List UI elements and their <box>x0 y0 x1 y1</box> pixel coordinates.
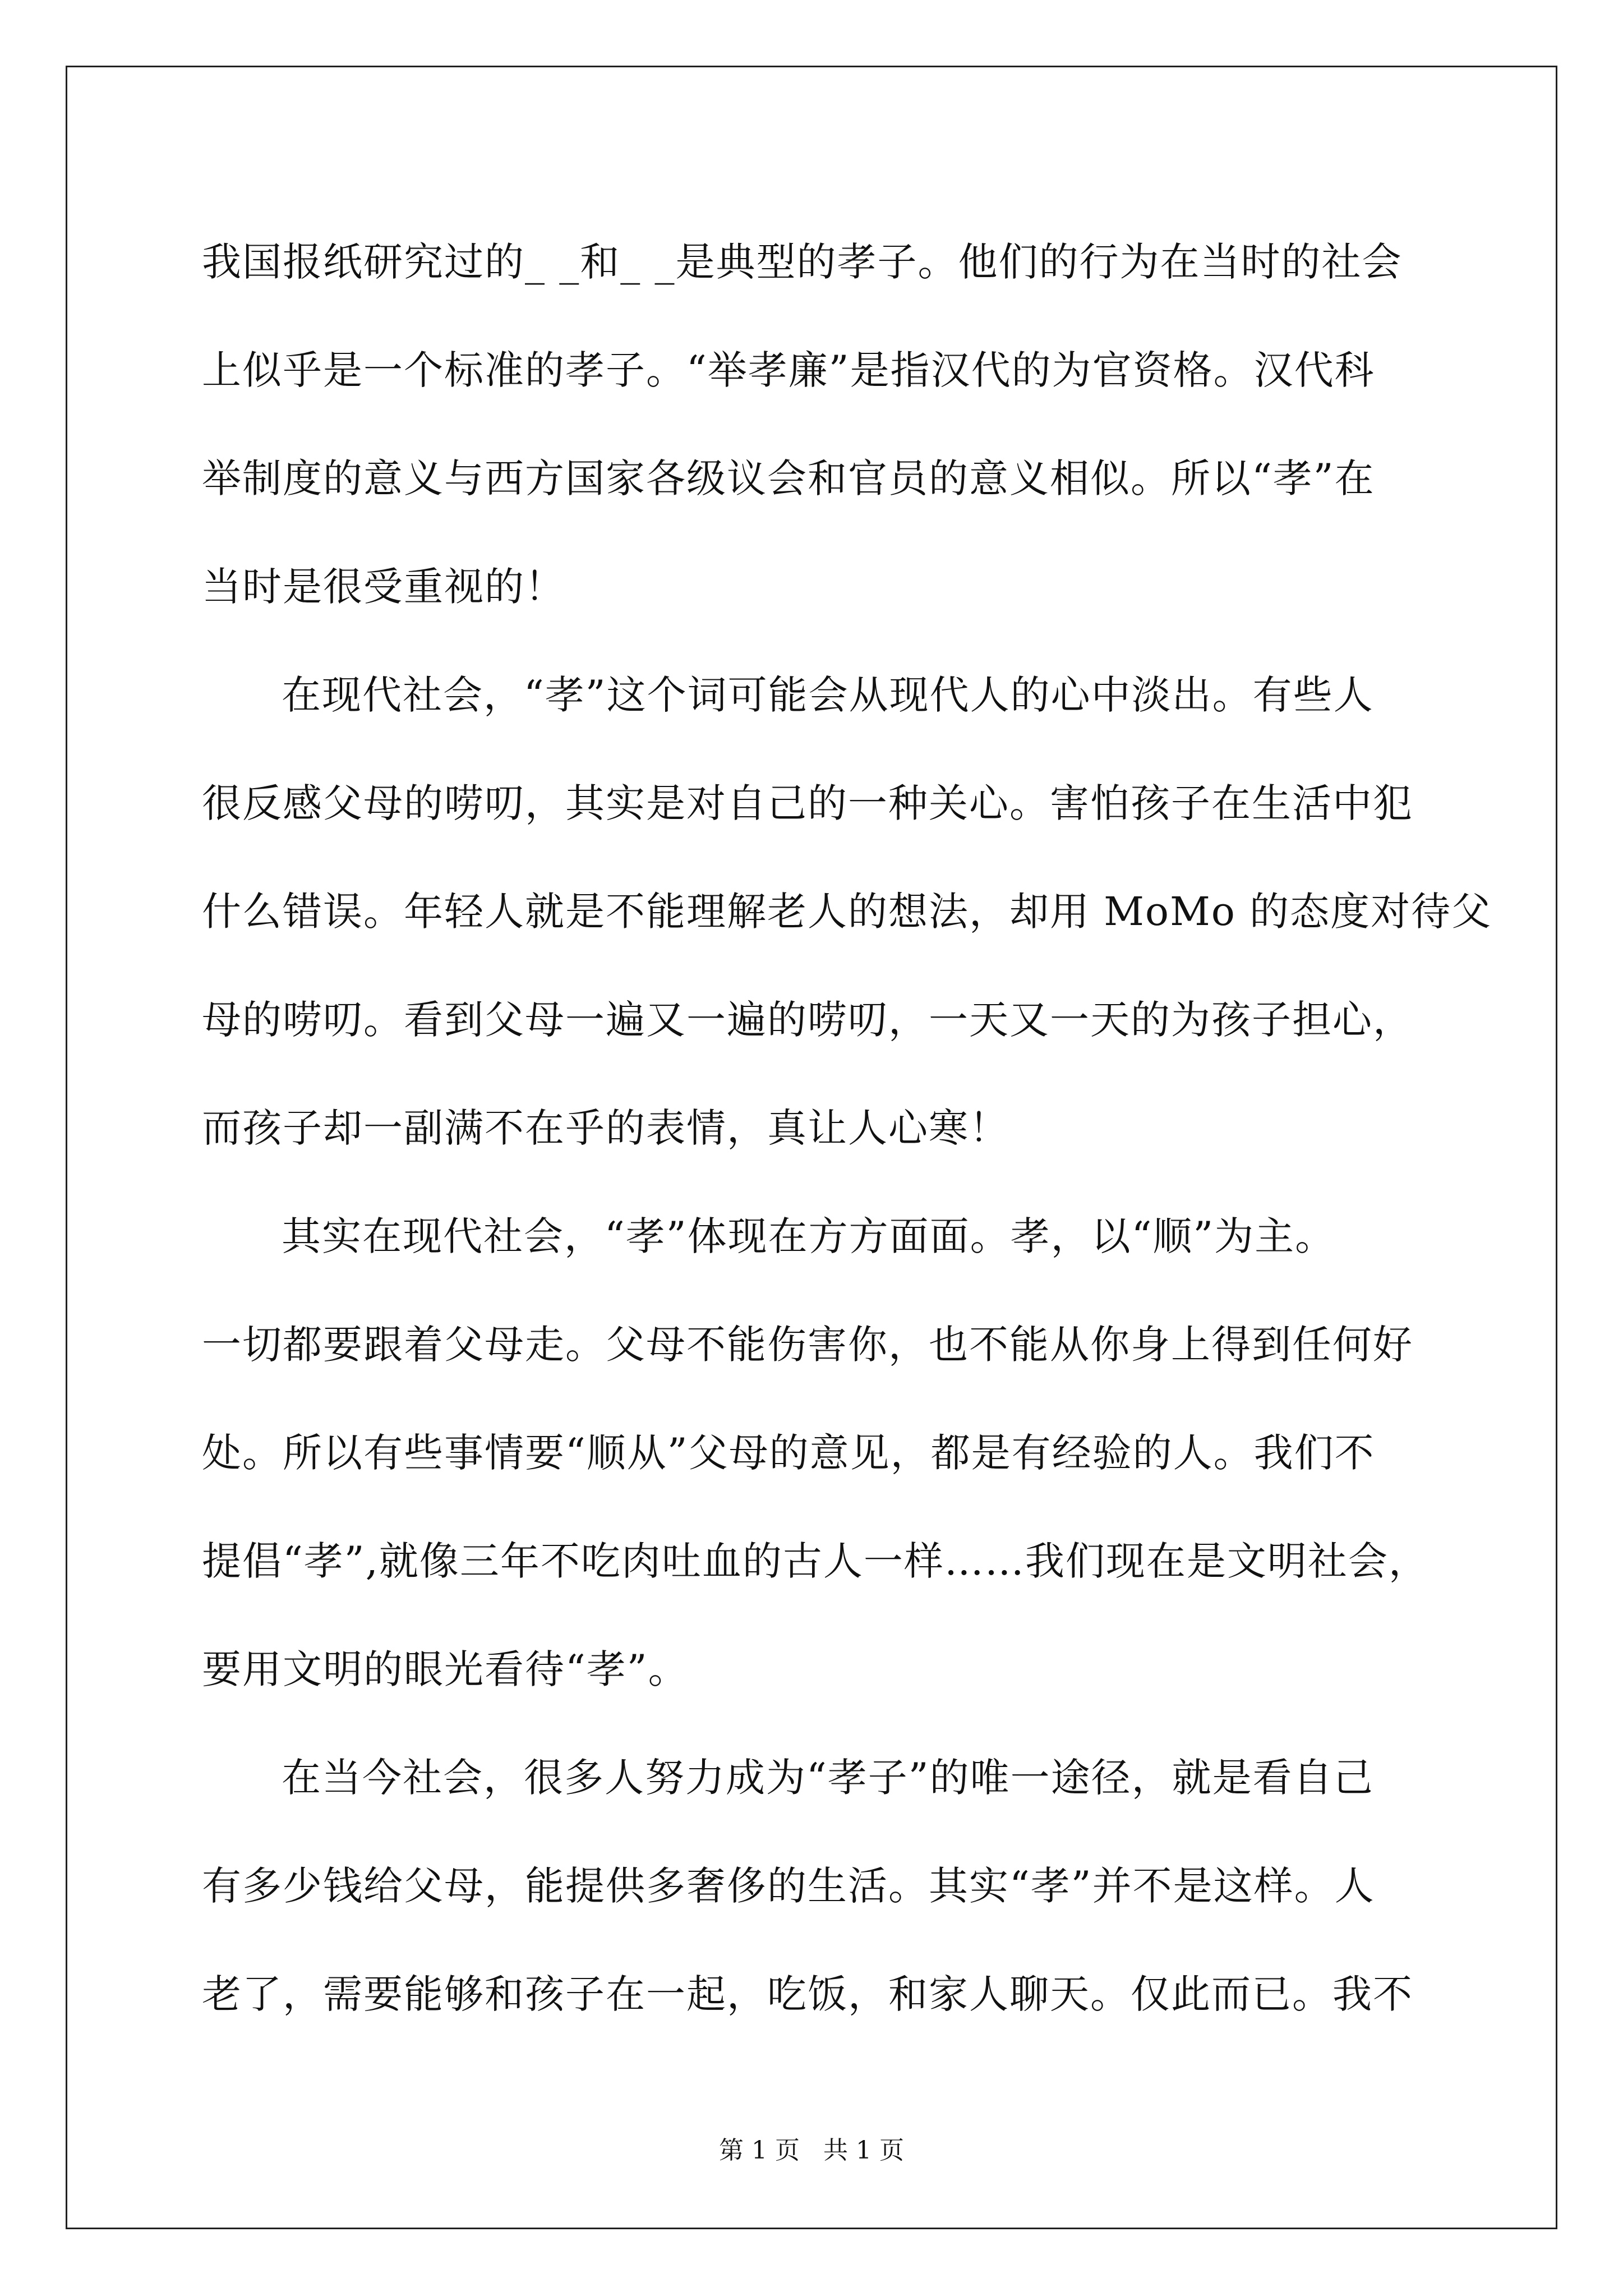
text-line: 其实在现代社会，“孝”体现在方方面面。孝，以“顺”为主。 <box>282 1213 1336 1259</box>
text-line: 在现代社会，“孝”这个词可能会从现代人的心中淡出。有些人 <box>282 672 1374 718</box>
text-line: 母的唠叨。看到父母一遍又一遍的唠叨，一天又一天的为孩子担心， <box>202 997 1413 1043</box>
page-footer <box>0 2130 1623 2166</box>
paragraph <box>202 1724 1424 2049</box>
text-line: 而孩子却一副满不在乎的表情，真让人心寒！ <box>202 1105 1009 1151</box>
text-line: 提倡“孝”,就像三年不吃肉吐血的古人一样……我们现在是文明社会， <box>202 1538 1429 1584</box>
text-line: 我国报纸研究过的_ _和_ _是典型的孝子。他们的行为在当时的社会 <box>202 239 1403 285</box>
document-body <box>202 208 1492 2049</box>
text-line: 要用文明的眼光看待“孝”。 <box>202 1646 689 1692</box>
paragraph <box>202 208 1424 641</box>
text-line: 举制度的意义与西方国家各级议会和官员的意义相似。所以“孝”在 <box>202 455 1375 501</box>
text-line: 老了，需要能够和孩子在一起，吃饭，和家人聊天。仅此而已。我不 <box>202 1971 1413 2017</box>
text-line: 什么错误。年轻人就是不能理解老人的想法，却用 MoMo 的态度对待父 <box>202 889 1492 935</box>
text-line: 在当今社会，很多人努力成为“孝子”的唯一途径，就是看自己 <box>282 1755 1374 1801</box>
text-line: 很反感父母的唠叨，其实是对自己的一种关心。害怕孩子在生活中犯 <box>202 780 1413 826</box>
page-number: 第 1 页 <box>719 2136 800 2165</box>
paragraph <box>202 641 1492 1182</box>
text-line: 上似乎是一个标准的孝子。“举孝廉”是指汉代的为官资格。汉代科 <box>202 347 1375 393</box>
text-line: 一切都要跟着父母走。父母不能伤害你，也不能从你身上得到任何好 <box>202 1322 1413 1368</box>
paragraph <box>202 1182 1429 1724</box>
text-line: 处。所以有些事情要“顺从”父母的意见，都是有经验的人。我们不 <box>202 1430 1375 1476</box>
text-line: 当时是很受重视的！ <box>202 564 565 610</box>
text-line: 有多少钱给父母，能提供多奢侈的生活。其实“孝”并不是这样。人 <box>202 1863 1375 1909</box>
page-total: 共 1 页 <box>823 2136 904 2165</box>
